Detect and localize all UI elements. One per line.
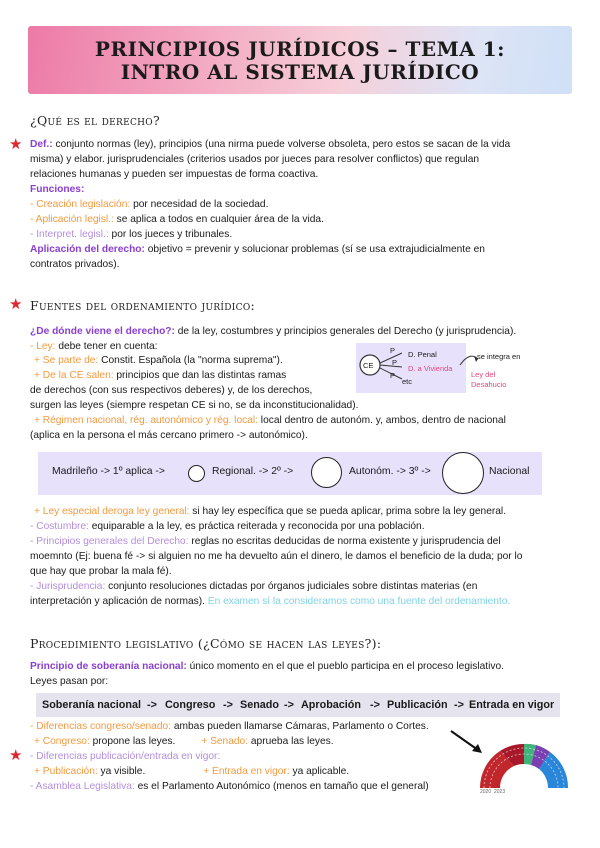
ley-subitem-cont: surgen las leyes (siempre respetan CE si no, se da inconstitucionalidad).	[30, 400, 359, 411]
ley-desahucio: Ley del	[471, 370, 496, 379]
function-item: - Interpret. legisl.: por los jueces y tribunales.	[30, 229, 233, 240]
step-congreso: Congreso	[165, 699, 216, 711]
flow-nacional: Nacional	[489, 466, 530, 477]
ley-subitem-cont: de derechos (con sus respectivos deberes) y, de los derechos,	[30, 385, 313, 396]
ley-subitem: + De la CE salen: principios que dan las distintas ramas	[34, 370, 287, 381]
ley-desahucio: Desahucio	[471, 380, 507, 389]
asamblea-line: - Asamblea Legislativa: es el Parlamento Autonómico (menos en tamaño que el general)	[30, 781, 429, 792]
p-node: P	[390, 346, 396, 355]
function-item: - Aplicación legisl.: se aplica a todos en cualquier área de la vida.	[30, 214, 324, 225]
chart-caption: 2020	[480, 789, 492, 795]
costumbre-line: - Costumbre: equiparable a la ley, es práctica reiterada y reconocida por una población.	[30, 521, 425, 532]
diferencias-publicacion-label: - Diferencias publicación/entrada en vigor:	[30, 751, 221, 762]
vivienda-node: D. a Vivienda	[408, 364, 453, 373]
flow-autonom: Autonóm. -> 3º ->	[349, 466, 431, 477]
flow-madrileno: Madrileño -> 1º aplica ->	[52, 466, 165, 477]
parliament-hemicycle-chart	[476, 728, 572, 792]
step-aprobacion: Aprobación	[301, 699, 361, 711]
principios-line: moemnto (Ej: buena fé -> si alguien no me ha devuelto aún el dinero, le damos el beneficio de la duda; por lo	[30, 551, 523, 562]
leyes-pasan-label: Leyes pasan por:	[30, 676, 109, 687]
star-icon: ★	[9, 136, 23, 153]
circle-small-icon	[188, 465, 205, 482]
diferencias-congreso-line: - Diferencias congreso/senado: ambas pueden llamarse Cámaras, Parlamento o Cortes.	[30, 721, 429, 732]
principios-line: - Principios generales del Derecho: reglas no escritas deducidas de norma existente y jurisprudencia del	[30, 536, 501, 547]
definition-line: Def.: conjunto normas (ley), principios (una nirma puede volverse obsoleta, pero estos se sacan de la vida	[30, 139, 511, 150]
star-icon: ★	[9, 296, 23, 313]
jurisprudencia-line: - Jurisprudencia: conjunto resoluciones dictadas por órganos judiciales sobre distintas materias (en	[30, 581, 478, 592]
ley-subitem: + Se parte de: Constit. Española (la "norma suprema").	[34, 355, 283, 366]
definition-line: misma) y elabor. jurisprudenciales (criterios usados por jueces para resolver conflictos) que regulan	[30, 154, 480, 165]
definition-line: relaciones humanas y pueden ser impuestas de forma coactiva.	[30, 169, 319, 180]
chart-caption: 2023	[494, 789, 506, 795]
step-arrow: ->	[370, 699, 380, 711]
aplicacion-line: Aplicación del derecho: objetivo = prevenir y solucionar problemas (sí se usa extrajudicialmente en	[30, 244, 485, 255]
ley-line: - Ley: debe tener en cuenta:	[30, 341, 158, 352]
principios-line: que hay que probar la mala fé).	[30, 566, 172, 577]
step-senado: Senado	[240, 699, 279, 711]
jurisprudencia-line: interpretación y aplicación de normas). En examen sí la consideramos como una fuente del ordenamiento.	[30, 596, 511, 607]
step-entrada-vigor: Entrada en vigor	[469, 699, 555, 711]
ce-node: CE	[363, 361, 374, 370]
step-arrow: ->	[223, 699, 233, 711]
function-item: - Creación legislación: por necesidad de la sociedad.	[30, 199, 269, 210]
step-arrow: ->	[454, 699, 464, 711]
ley-especial-line: + Ley especial deroga ley general: si hay ley específica que se pueda aplicar, prima sobre la ley general.	[34, 506, 507, 517]
regimen-line: + Régimen nacional, rég. autonómico y rég. local: local dentro de autonóm. y, ambos, dentro de nacional	[34, 415, 506, 426]
section-heading-procedimiento: Procedimiento legislativo (¿Cómo se hacen las leyes?):	[30, 636, 382, 651]
integra-label: se integra en	[477, 352, 521, 361]
funciones-label: Funciones:	[30, 184, 85, 195]
soberania-line: Principio de soberanía nacional: único momento en el que el pueblo participa en el proceso legislativo.	[30, 661, 504, 672]
aplicacion-line: contratos privados).	[30, 259, 120, 270]
section-heading-fuentes: Fuentes del ordenamiento jurídico:	[30, 298, 256, 313]
step-publicacion: Publicación	[387, 699, 448, 711]
step-arrow: ->	[147, 699, 157, 711]
page-title: PRINCIPIOS JURÍDICOS – TEMA 1: INTRO AL SISTEMA JURÍDICO	[94, 37, 506, 84]
p-node: P	[392, 358, 398, 367]
flow-regional: Regional. -> 2º ->	[212, 466, 294, 477]
regimen-line: (aplica en la persona el más cercano primero -> autonómico).	[30, 430, 308, 441]
penal-node: D. Penal	[408, 350, 437, 359]
star-icon: ★	[9, 747, 23, 764]
step-arrow: ->	[284, 699, 294, 711]
p-node: P	[390, 371, 396, 380]
origin-question: ¿De dónde viene el derecho?: de la ley, costumbres y principios generales del Derecho (y jurisprudencia).	[30, 326, 517, 337]
etc-node: etc	[402, 377, 413, 386]
circle-large-icon	[442, 452, 484, 494]
step-soberania: Soberanía nacional	[42, 699, 142, 711]
section-heading-derecho: ¿Qué es el derecho?	[30, 113, 160, 128]
circle-medium-icon	[311, 457, 342, 488]
publicacion-vigor-line: + Publicación: ya visible. + Entrada en vigor: ya aplicable.	[34, 766, 350, 777]
congreso-senado-line: + Congreso: propone las leyes. + Senado: aprueba las leyes.	[34, 736, 334, 747]
